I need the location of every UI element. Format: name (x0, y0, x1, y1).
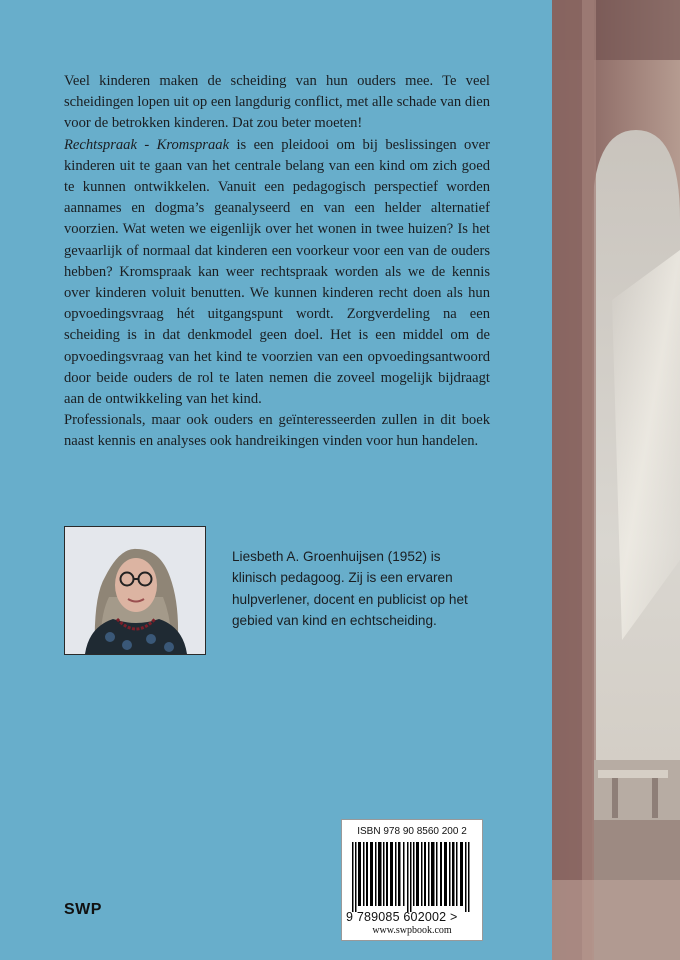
blurb-paragraph-3: Professionals, maar ook ouders en geïnteresseerden zullen in dit boek naast kennis en analyses ook handreikingen vinden voor hun handelen. (64, 412, 490, 450)
author-photo (64, 526, 206, 655)
publisher-logo: SWP (64, 901, 102, 918)
barcode-block (341, 819, 483, 941)
blurb-paragraph-2 (64, 135, 490, 411)
barcode-digits: 9 789085 602002 > (346, 910, 458, 924)
isbn-label: ISBN 978 90 8560 200 2 (357, 826, 467, 837)
publisher-url: www.swpbook.com (372, 925, 452, 936)
blurb-text (64, 71, 490, 453)
author-bio: Liesbeth A. Groenhuijsen (1952) is klinisch pedagoog. Zij is een ervaren hulpverlener, docent en publicist op het gebied van kind en echtscheiding. (232, 549, 468, 629)
cover-artwork (552, 0, 680, 960)
arch-painting-icon (552, 0, 680, 960)
barcode-icon (352, 842, 472, 912)
blurb-paragraph-1: Veel kinderen maken de scheiding van hun ouders mee. Te veel scheidingen lopen uit op een langdurig conflict, met alle schade van dien voor de betrokken kinderen. Dat zou beter moeten! (64, 73, 490, 132)
author-portrait-icon (65, 527, 205, 654)
book-title: Rechtspraak - Kromspraak (64, 136, 230, 153)
blurb-paragraph-2-body: is een pleidooi om bij beslissingen over kinderen uit te gaan van het centrale belang van een kind om zich goed te kunnen ontwikkelen. Vanuit een pedagogisch perspectief worden aannames en dogma’s geanalyseerd en van een helder alternatief voorzien. Wat weten we eigenlijk over het wonen in twee huizen? Is het gevaarlijk of normaal dat kinderen een voorkeur voor een van de ouders hebben? Kromspraak kan weer rechtspraak worden als we de kennis over kinderen voluit benutten. We kunnen kinderen recht doen als hun opvoedingsvraag hét uitgangspunt wordt. Zorgverdeling na een scheiding is in dat denkmodel geen doel. Het is een middel om de opvoedingsvraag van het kind te voorzien van een opvoedingsantwoord door beide ouders de rol te laten nemen die zoveel mogelijk bijdraagt aan de ontwikkeling van het kind. (64, 136, 490, 408)
